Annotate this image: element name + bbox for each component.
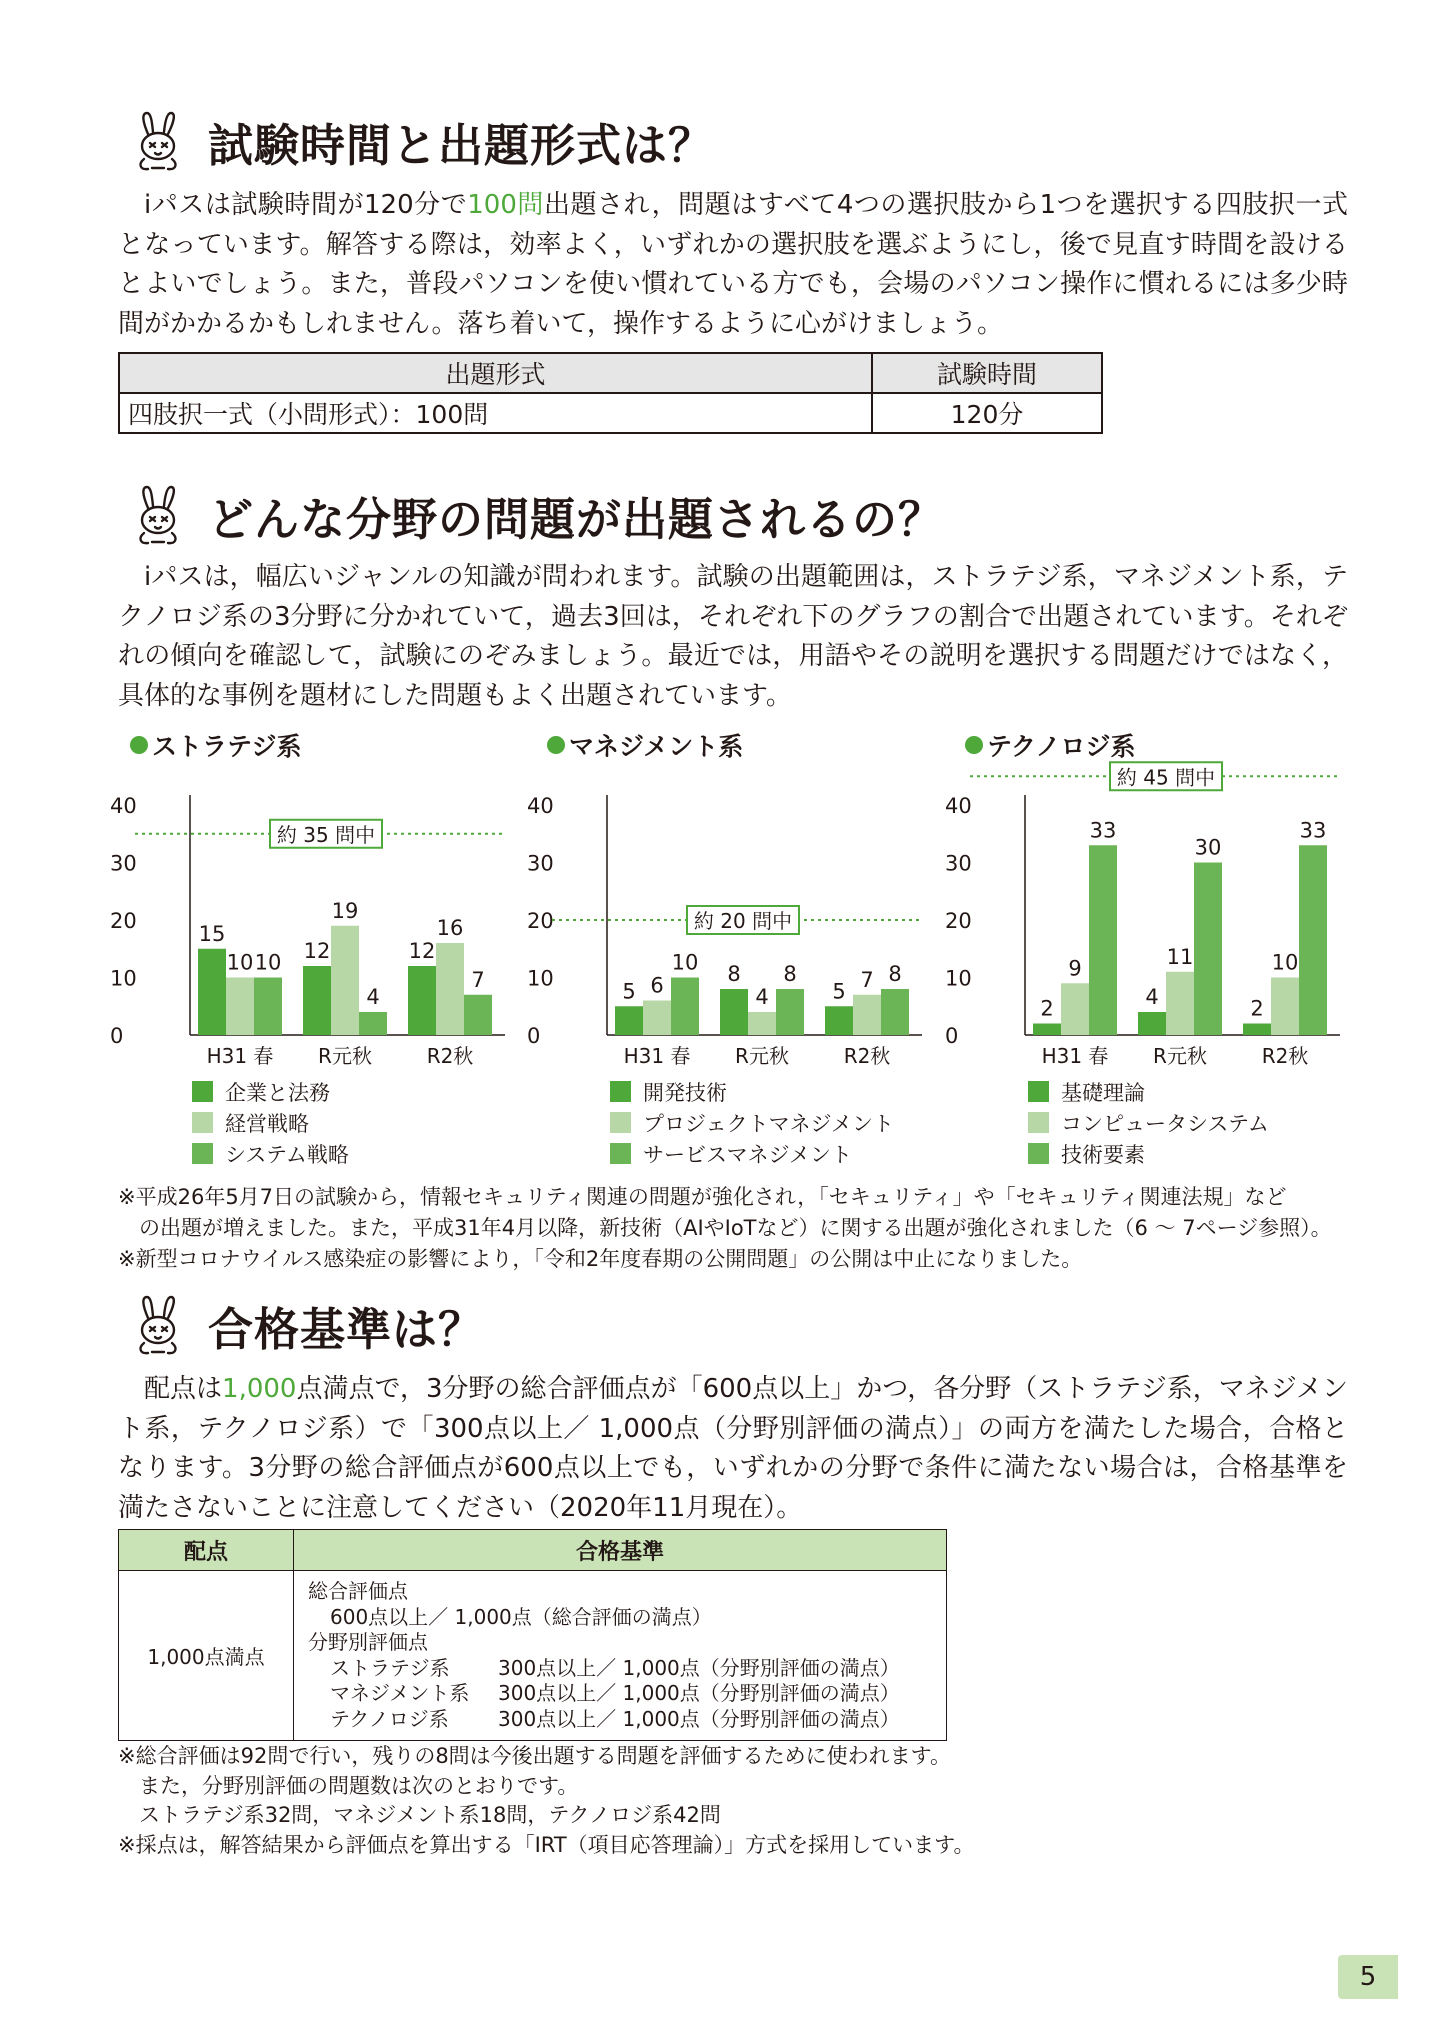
section3-heading (130, 1290, 484, 1360)
format-header: 出題形式 (119, 353, 872, 393)
chart-title-strategy: ストラテジ系 (130, 727, 302, 763)
bar (254, 978, 282, 1036)
criteria-header: 合格基準 (294, 1530, 947, 1571)
data-label: 10 (226, 950, 254, 975)
data-label: 2 (1040, 996, 1054, 1021)
x-tick-label: R2秋 (843, 1044, 891, 1068)
bar (853, 995, 881, 1035)
reference-label: 約 45 問中 (1116, 765, 1216, 790)
legend-management (610, 1076, 894, 1169)
time-value: 120分 (872, 393, 1102, 433)
data-label: 8 (783, 962, 797, 986)
data-label: 8 (727, 962, 741, 986)
y-tick-label: 0 (527, 1024, 541, 1048)
legend-item: 基礎理論 (1028, 1076, 1269, 1107)
chart-title-management: マネジメント系 (547, 727, 743, 763)
score-header: 配点 (119, 1530, 294, 1571)
y-tick-label: 0 (110, 1024, 124, 1048)
legend-item: 経営戦略 (192, 1107, 349, 1138)
bar (1089, 845, 1117, 1035)
notes-section3: ※総合評価は92問で行い，残りの8問は今後出題する問題を評価するために使われます。 また，分野別評価の問題数は次のとおりです。 ストラテジ系32問，マネジメント系18問，テクノロジ系42問 ※採点は，解答結果から評価点を算出する「IRT（項目応答理論）」方式を採用しています。 (118, 1744, 975, 1857)
y-tick-label: 0 (945, 1024, 959, 1048)
y-tick-label: 40 (527, 794, 554, 818)
bar (671, 978, 699, 1036)
y-tick-label: 10 (527, 966, 554, 991)
bar (1299, 845, 1327, 1035)
data-label: 33 (1299, 818, 1327, 843)
y-tick-label: 20 (945, 909, 972, 933)
bar (226, 978, 254, 1036)
bar (1194, 863, 1222, 1036)
x-tick-label: H31 春 (206, 1044, 274, 1068)
rabbit-icon (130, 1294, 186, 1356)
bar (331, 926, 359, 1035)
bar (436, 943, 464, 1035)
legend-item: プロジェクトマネジメント (610, 1107, 894, 1138)
y-tick-label: 40 (110, 794, 137, 818)
bar (464, 995, 492, 1035)
data-label: 30 (1194, 835, 1222, 860)
bar (615, 1006, 643, 1035)
data-label: 4 (366, 985, 380, 1009)
format-table (118, 352, 1103, 434)
reference-label: 約 35 問中 (276, 822, 376, 847)
bullet-icon (547, 736, 565, 754)
x-tick-label: R2秋 (1261, 1044, 1309, 1068)
bar (1166, 972, 1194, 1035)
bar (720, 989, 748, 1035)
legend-item: コンピュータシステム (1028, 1107, 1269, 1138)
y-tick-label: 30 (110, 851, 137, 876)
section2-heading (130, 480, 944, 550)
section3-title: 合格基準は？ (208, 1302, 485, 1356)
data-label: 33 (1089, 818, 1117, 843)
notes-section2: ※平成26年5月7日の試験から，情報セキュリティ関連の問題が強化され，「セキュリティ」や「セキュリティ関連法規」など の出題が増えました。また，平成31年4月以降，新技術（AIやIoTなど）に関する出題が強化されました（6 ～ 7ページ参照）。 ※新型コロナウイルス感染症の影響により，「令和2年度春期の公開問題」の公開は中止になりました。 (118, 1185, 1332, 1271)
x-tick-label: H31 春 (623, 1044, 691, 1068)
data-label: 16 (436, 916, 464, 940)
bar (1243, 1024, 1271, 1036)
data-label: 12 (408, 939, 436, 963)
bar (825, 1006, 853, 1035)
highlight-100: 100問 (467, 190, 544, 220)
data-label: 7 (860, 967, 874, 992)
data-label: 7 (471, 967, 485, 992)
section2-title: どんな分野の問題が出題されるの？ (208, 492, 945, 546)
legend-strategy (192, 1076, 349, 1169)
data-label: 15 (198, 921, 226, 946)
data-label: 11 (1166, 944, 1194, 969)
y-tick-label: 10 (110, 966, 137, 991)
rabbit-icon (130, 484, 186, 546)
data-label: 6 (650, 973, 664, 998)
bar (359, 1012, 387, 1035)
y-tick-label: 20 (527, 909, 554, 933)
data-label: 4 (755, 985, 769, 1009)
x-tick-label: R2秋 (426, 1044, 474, 1068)
legend-item: サービスマネジメント (610, 1138, 894, 1169)
data-label: 12 (303, 939, 331, 963)
page-number: 5 (1338, 1955, 1398, 1999)
section2-paragraph: iパスは，幅広いジャンルの知識が問われます。試験の出題範囲は，ストラテジ系，マネジメント系，テクノロジ系の3分野に分かれていて，過去3回は，それぞれ下のグラフの割合で出題されています。それぞれの傾向を確認して，試験にのぞみましょう。最近では，用語やその説明を選択する問題だけではなく，具体的な事例を題材にした問題もよく出題されています。 (118, 562, 1348, 711)
legend-item: システム戦略 (192, 1138, 349, 1169)
y-tick-label: 10 (945, 966, 972, 991)
bar (1138, 1012, 1166, 1035)
chart-technology (945, 755, 1345, 1085)
bar (881, 989, 909, 1035)
section1-title: 試験時間と出題形式は？ (208, 118, 715, 172)
bar (1033, 1024, 1061, 1036)
data-label: 4 (1145, 985, 1159, 1009)
legend-item: 技術要素 (1028, 1138, 1269, 1169)
x-tick-label: H31 春 (1041, 1044, 1109, 1068)
y-tick-label: 30 (945, 851, 972, 876)
legend-technology (1028, 1076, 1269, 1169)
time-header: 試験時間 (872, 353, 1102, 393)
x-tick-label: R元秋 (1153, 1044, 1207, 1068)
section1-paragraph: iパスは試験時間が120分で100問出題され，問題はすべて4つの選択肢から1つを選択する四肢択一式となっています。解答する際は，効率よく，いずれかの選択肢を選ぶようにし，後で見直す時間を設けるとよいでしょう。また，普段パソコンを使い慣れている方でも，会場のパソコン操作に慣れるには多少時間がかかるかもしれません。落ち着いて，操作するように心がけましょう。 (118, 190, 1348, 339)
y-tick-label: 30 (527, 851, 554, 876)
data-label: 10 (671, 950, 699, 975)
y-tick-label: 20 (110, 909, 137, 933)
highlight-1000: 1,000 (222, 1374, 297, 1404)
score-value: 1,000点満点 (119, 1571, 294, 1741)
section3-paragraph: 配点は1,000点満点で，3分野の総合評価点が「600点以上」かつ，各分野（ストラテジ系，マネジメント系，テクノロジ系）で「300点以上／ 1,000点（分野別評価の満点）」の両方を満たした場合，合格となります。3分野の総合評価点が600点以上でも，いずれかの分野で条件に満たない場合は，合格基準を満たさないことに注意してください（2020年11月現在）。 (118, 1374, 1348, 1523)
reference-label: 約 20 問中 (693, 909, 793, 933)
chart-management (527, 755, 927, 1085)
legend-item: 企業と法務 (192, 1076, 349, 1107)
criteria-detail: 総合評価点 600点以上／ 1,000点（総合評価の満点） 分野別評価点 ストラテジ系 300点以上／ 1,000点（分野別評価の満点） マネジメント系 300点以上／ 1,000点（分野別評価の満点） テクノロジ系 300点以上／ 1,000点（分野別評価の満点） (294, 1571, 947, 1741)
x-tick-label: R元秋 (735, 1044, 789, 1068)
bar (198, 949, 226, 1035)
data-label: 8 (888, 962, 902, 986)
rabbit-icon (130, 110, 186, 172)
bar (748, 1012, 776, 1035)
data-label: 10 (254, 950, 282, 975)
data-label: 19 (331, 898, 359, 923)
bar (776, 989, 804, 1035)
criteria-table (118, 1529, 947, 1741)
format-value: 四肢択一式（小問形式）：100問 (119, 393, 872, 433)
data-label: 9 (1068, 956, 1082, 981)
data-label: 10 (1271, 950, 1299, 975)
bar (408, 966, 436, 1035)
y-tick-label: 40 (945, 794, 972, 818)
section1-heading (130, 106, 714, 176)
data-label: 5 (622, 979, 636, 1004)
data-label: 5 (832, 979, 846, 1004)
bullet-icon (965, 736, 983, 754)
legend-item: 開発技術 (610, 1076, 894, 1107)
bar (643, 1001, 671, 1036)
bullet-icon (130, 736, 148, 754)
data-label: 2 (1250, 996, 1264, 1021)
chart-strategy (110, 755, 510, 1085)
chart-title-technology: テクノロジ系 (965, 727, 1136, 763)
bar (1061, 983, 1089, 1035)
bar (303, 966, 331, 1035)
x-tick-label: R元秋 (318, 1044, 372, 1068)
bar (1271, 978, 1299, 1036)
